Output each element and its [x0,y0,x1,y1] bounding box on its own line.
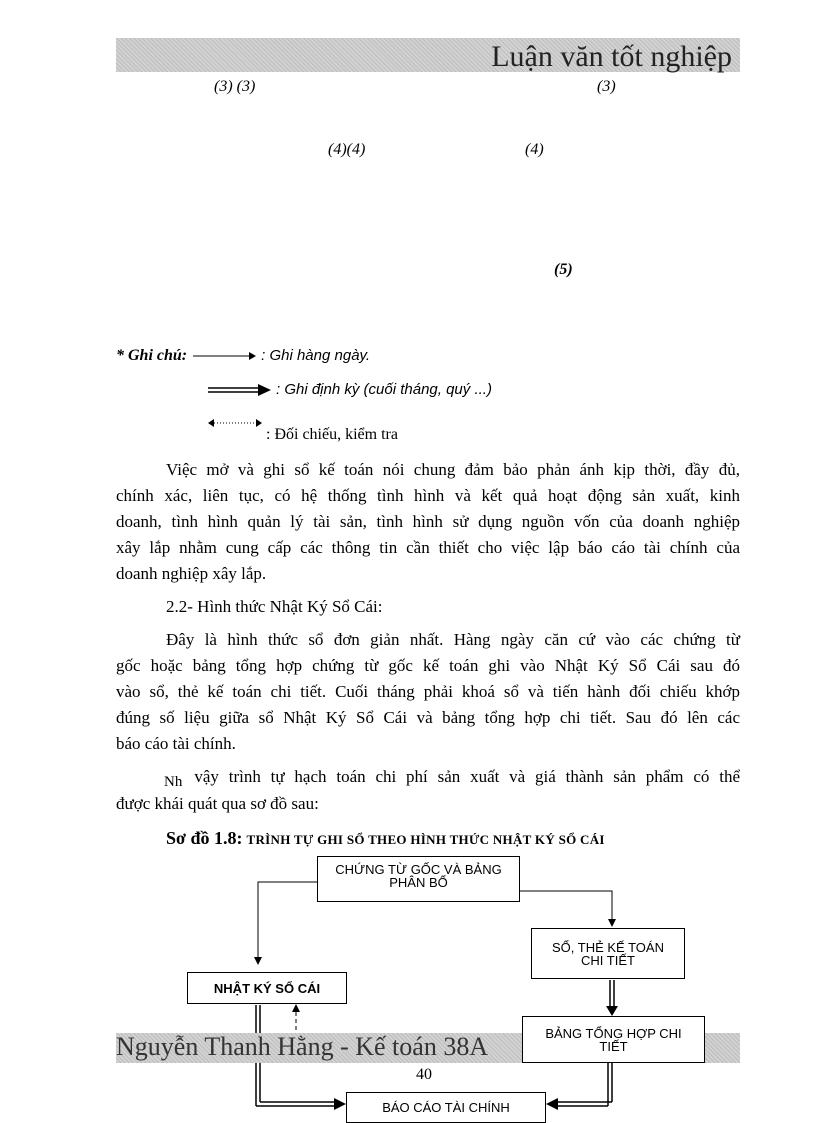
section-heading: 2.2- Hình thức Nhật Ký Sổ Cái: [166,597,383,616]
text-line: gốc hoặc bảng tổng hợp chứng từ gốc kế toán ghi vào Nhật Ký Sổ Cái sau đó [116,656,740,675]
diagram-label: Sơ đồ 1.8: [166,828,243,848]
legend-check-text: : Đối chiếu, kiểm tra [266,426,398,443]
text-line: Đây là hình thức sổ đơn giản nhất. Hàng ngày căn cứ vào các chứng từ [166,630,740,649]
box-financial-report [346,1092,546,1123]
box-label: BẢNG TỔNG HỢP CHI TIẾT [545,1025,682,1054]
text-line: doanh, tình hình quản lý tài sản, tình hình sử dụng nguồn vốn của doanh nghiệp [116,512,740,531]
text-fragment: vậy trình tự hạch toán chi phí sản xuất và giá thành sản phẩm có thể [194,767,740,786]
text-line: Việc mở và ghi sổ kế toán nói chung đảm bảo phản ánh kịp thời, đầy đủ, [166,460,740,479]
arrow-source-to-journal [258,882,317,964]
marker-3: (3) [597,78,616,95]
box-detail-summary [522,1016,705,1063]
marker-4-4: (4)(4) [328,141,366,158]
text-fragment: Nh [164,774,183,790]
box-label: NHẬT KÝ SỔ CÁI [213,980,321,996]
text-line: được khái quát qua sơ đồ sau: [116,794,319,813]
marker-3-3: (3) (3) [214,78,256,95]
text-line: xây lắp nhằm cung cấp các thông tin cần thiết cho việc lập báo cáo tài chính của [116,538,740,557]
box-source-documents [317,856,520,902]
box-detail-ledger [531,928,685,979]
diagram-title: TRÌNH TỰ GHI SỔ THEO HÌNH THỨC NHẬT KÝ SỔ CÁI [246,832,605,847]
marker-4: (4) [525,141,544,158]
box-journal-ledger [187,972,347,1004]
legend-periodic-text: : Ghi định kỳ (cuối tháng, quý ...) [276,381,492,398]
text-line: doanh nghiệp xây lắp. [116,564,267,583]
arrow-source-to-detail [520,891,612,926]
text-line: chính xác, liên tục, có hệ thống tình hình và kết quả hoạt động sản xuất, kinh [116,486,740,505]
text-line: báo cáo tài chính. [116,734,236,753]
legend-daily-text: : Ghi hàng ngày. [261,347,371,364]
marker-5: (5) [554,261,573,278]
header-title: Luận văn tốt nghiệp [491,40,732,73]
text-line: đúng số liệu giữa sổ Nhật Ký Sổ Cái và bảng tổng hợp chi tiết. Sau đó lên các [116,708,740,727]
page-number: 40 [416,1066,432,1083]
footer-author: Nguyễn Thanh Hằng - Kế toán 38A [116,1032,489,1061]
text-line: vào sổ, thẻ kế toán chi tiết. Cuối tháng phải khoá sổ và tiến hành đối chiếu khớp [116,682,740,701]
box-label: CHỨNG TỪ GỐC VÀ BẢNG PHÂN BỔ [335,862,502,890]
box-label: SỔ, THẺ KẾ TOÁN CHI TIẾT [552,939,664,968]
legend-title: * Ghi chú: [116,347,188,364]
box-label: BÁO CÁO TÀI CHÍNH [382,1100,510,1115]
